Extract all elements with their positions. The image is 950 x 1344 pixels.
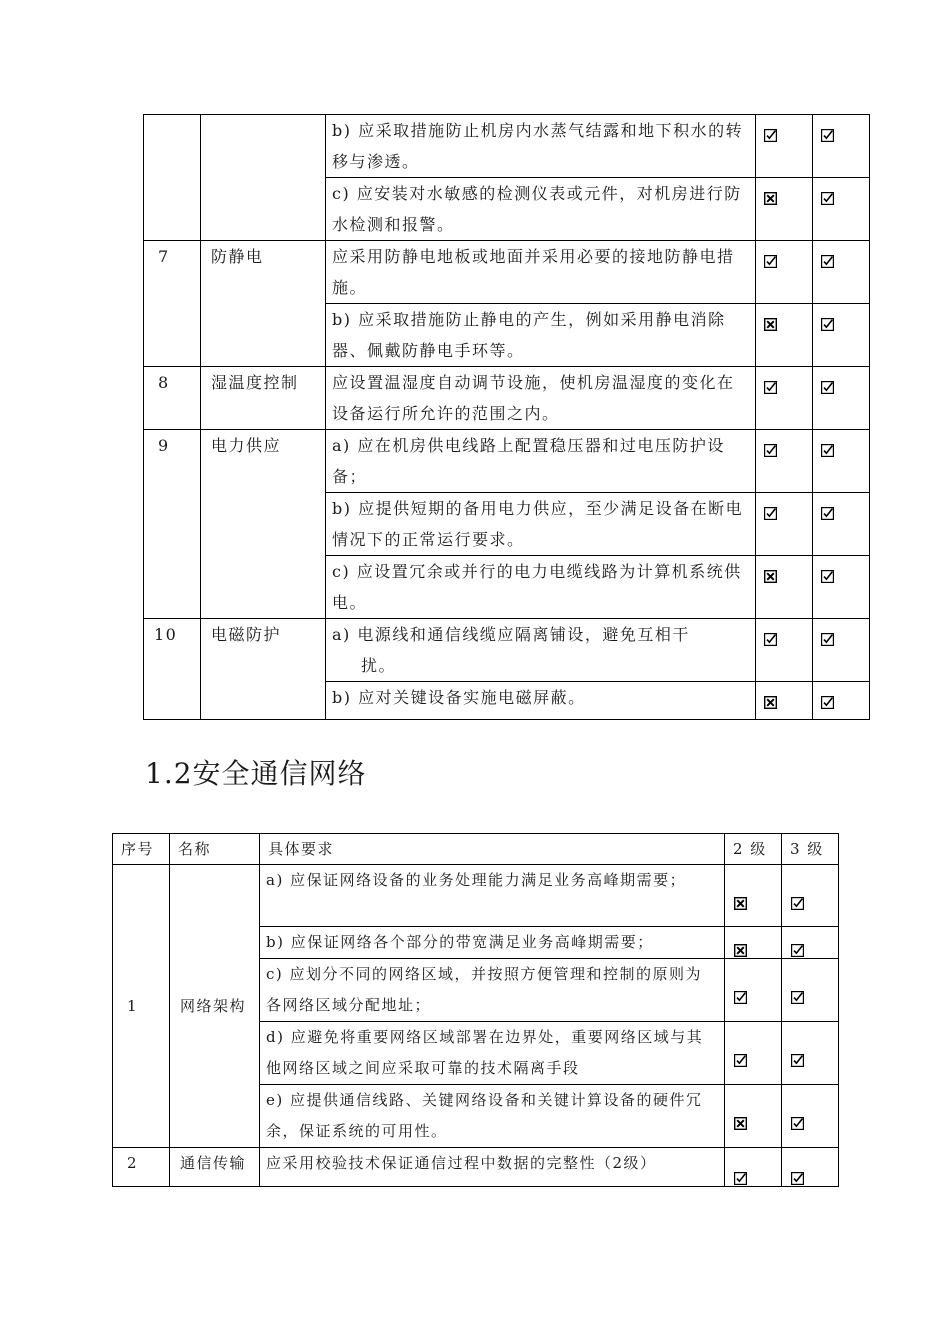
requirement-line: a) 电源线和通信线缆应隔离铺设，避免互相干 [332,625,690,644]
row-number: 1 [113,865,170,1148]
checkbox-checked-icon [821,688,834,701]
requirement-text: b) 应保证网络各个部分的带宽满足业务高峰期需要； [260,927,725,959]
level3-cell [813,682,870,720]
checkbox-checked-icon [821,121,834,134]
row-number: 9 [144,430,201,619]
level2-cell [725,959,782,1022]
level2-cell [725,1022,782,1085]
checkbox-checked-icon [764,499,777,512]
level2-cell [725,1085,782,1148]
row-name: 电磁防护 [201,619,326,720]
checkbox-crossed-icon [734,890,747,903]
level2-cell [756,430,813,493]
level3-cell [782,1148,839,1187]
checkbox-checked-icon [764,373,777,386]
row-name: 电力供应 [201,430,326,619]
level2-cell [756,682,813,720]
checkbox-checked-icon [821,247,834,260]
row-name: 网络架构 [170,865,260,1148]
requirement-line-continued: 扰。 [361,656,397,675]
level3-cell [782,1022,839,1085]
requirement-text: 应设置温湿度自动调节设施，使机房温湿度的变化在设备运行所允许的范围之内。 [326,367,756,430]
level3-cell [782,959,839,1022]
requirement-text: c) 应设置冗余或并行的电力电缆线路为计算机系统供电。 [326,556,756,619]
table-header-row [113,834,839,865]
checkbox-checked-icon [764,247,777,260]
level2-cell [725,865,782,927]
checkbox-checked-icon [821,499,834,512]
checkbox-checked-icon [764,436,777,449]
header-num: 序号 [113,834,170,865]
checkbox-checked-icon [734,1165,747,1178]
checkbox-checked-icon [734,1047,747,1060]
checkbox-checked-icon [821,184,834,197]
checkbox-crossed-icon [734,937,747,950]
table-row [144,619,870,682]
level2-cell [725,927,782,959]
section-heading: 1.2安全通信网络 [145,757,367,790]
checkbox-checked-icon [791,890,804,903]
requirement-text: b) 应对关键设备实施电磁屏蔽。 [326,682,756,720]
requirement-text: a) 应在机房供电线路上配置稳压器和过电压防护设备； [326,430,756,493]
checkbox-crossed-icon [734,1110,747,1123]
table-row [144,241,870,304]
checkbox-checked-icon [734,984,747,997]
checkbox-checked-icon [821,436,834,449]
checkbox-checked-icon [791,1165,804,1178]
requirement-text: b) 应采取措施防止机房内水蒸气结露和地下积水的转移与渗透。 [326,115,756,178]
header-level3: 3 级 [782,834,839,865]
requirement-text: c) 应安装对水敏感的检测仪表或元件，对机房进行防水检测和报警。 [326,178,756,241]
row-number: 10 [144,619,201,720]
level3-cell [813,178,870,241]
checkbox-checked-icon [821,625,834,638]
level2-cell [756,556,813,619]
level3-cell [813,241,870,304]
header-level2: 2 级 [725,834,782,865]
requirements-table-physical [143,114,870,720]
checkbox-crossed-icon [764,184,777,197]
checkbox-checked-icon [821,373,834,386]
checkbox-checked-icon [821,562,834,575]
level3-cell [813,115,870,178]
requirement-text: e) 应提供通信线路、关键网络设备和关键计算设备的硬件冗余，保证系统的可用性。 [260,1085,725,1148]
row-name: 通信传输 [170,1148,260,1187]
requirement-text: 应采用防静电地板或地面并采用必要的接地防静电措施。 [326,241,756,304]
header-name: 名称 [170,834,260,865]
level3-cell [813,556,870,619]
row-number: 7 [144,241,201,367]
checkbox-checked-icon [791,1047,804,1060]
table-row [113,1148,839,1187]
level2-cell [756,619,813,682]
level2-cell [756,493,813,556]
level3-cell [782,865,839,927]
level3-cell [813,367,870,430]
checkbox-crossed-icon [764,562,777,575]
requirement-text [326,619,756,682]
level2-cell [756,178,813,241]
level3-cell [813,430,870,493]
requirement-text: c) 应划分不同的网络区域，并按照方便管理和控制的原则为各网络区域分配地址； [260,959,725,1022]
level3-cell [813,304,870,367]
requirement-text: 应采用校验技术保证通信过程中数据的完整性（2级） [260,1148,725,1187]
row-name [201,115,326,241]
level3-cell [782,1085,839,1148]
row-number: 2 [113,1148,170,1187]
level2-cell [725,1148,782,1187]
checkbox-checked-icon [764,121,777,134]
table-row [144,115,870,178]
requirement-text: a) 应保证网络设备的业务处理能力满足业务高峰期需要； [260,865,725,927]
requirements-table-network [112,833,839,1187]
level2-cell [756,304,813,367]
checkbox-crossed-icon [764,310,777,323]
requirement-text: d) 应避免将重要网络区域部署在边界处，重要网络区域与其他网络区域之间应采取可靠的技术隔离手段 [260,1022,725,1085]
row-number: 8 [144,367,201,430]
level3-cell [782,927,839,959]
requirement-text: b) 应提供短期的备用电力供应，至少满足设备在断电情况下的正常运行要求。 [326,493,756,556]
row-name: 防静电 [201,241,326,367]
level3-cell [813,619,870,682]
table-row [144,367,870,430]
level2-cell [756,241,813,304]
checkbox-checked-icon [764,625,777,638]
requirement-text: b) 应采取措施防止静电的产生，例如采用静电消除器、佩戴防静电手环等。 [326,304,756,367]
level3-cell [813,493,870,556]
row-name: 湿温度控制 [201,367,326,430]
table-row [144,430,870,493]
checkbox-checked-icon [821,310,834,323]
level2-cell [756,115,813,178]
checkbox-checked-icon [791,984,804,997]
header-requirement: 具体要求 [260,834,725,865]
table-row [113,865,839,927]
level2-cell [756,367,813,430]
checkbox-checked-icon [791,1110,804,1123]
checkbox-crossed-icon [764,688,777,701]
checkbox-checked-icon [791,937,804,950]
row-number [144,115,201,241]
